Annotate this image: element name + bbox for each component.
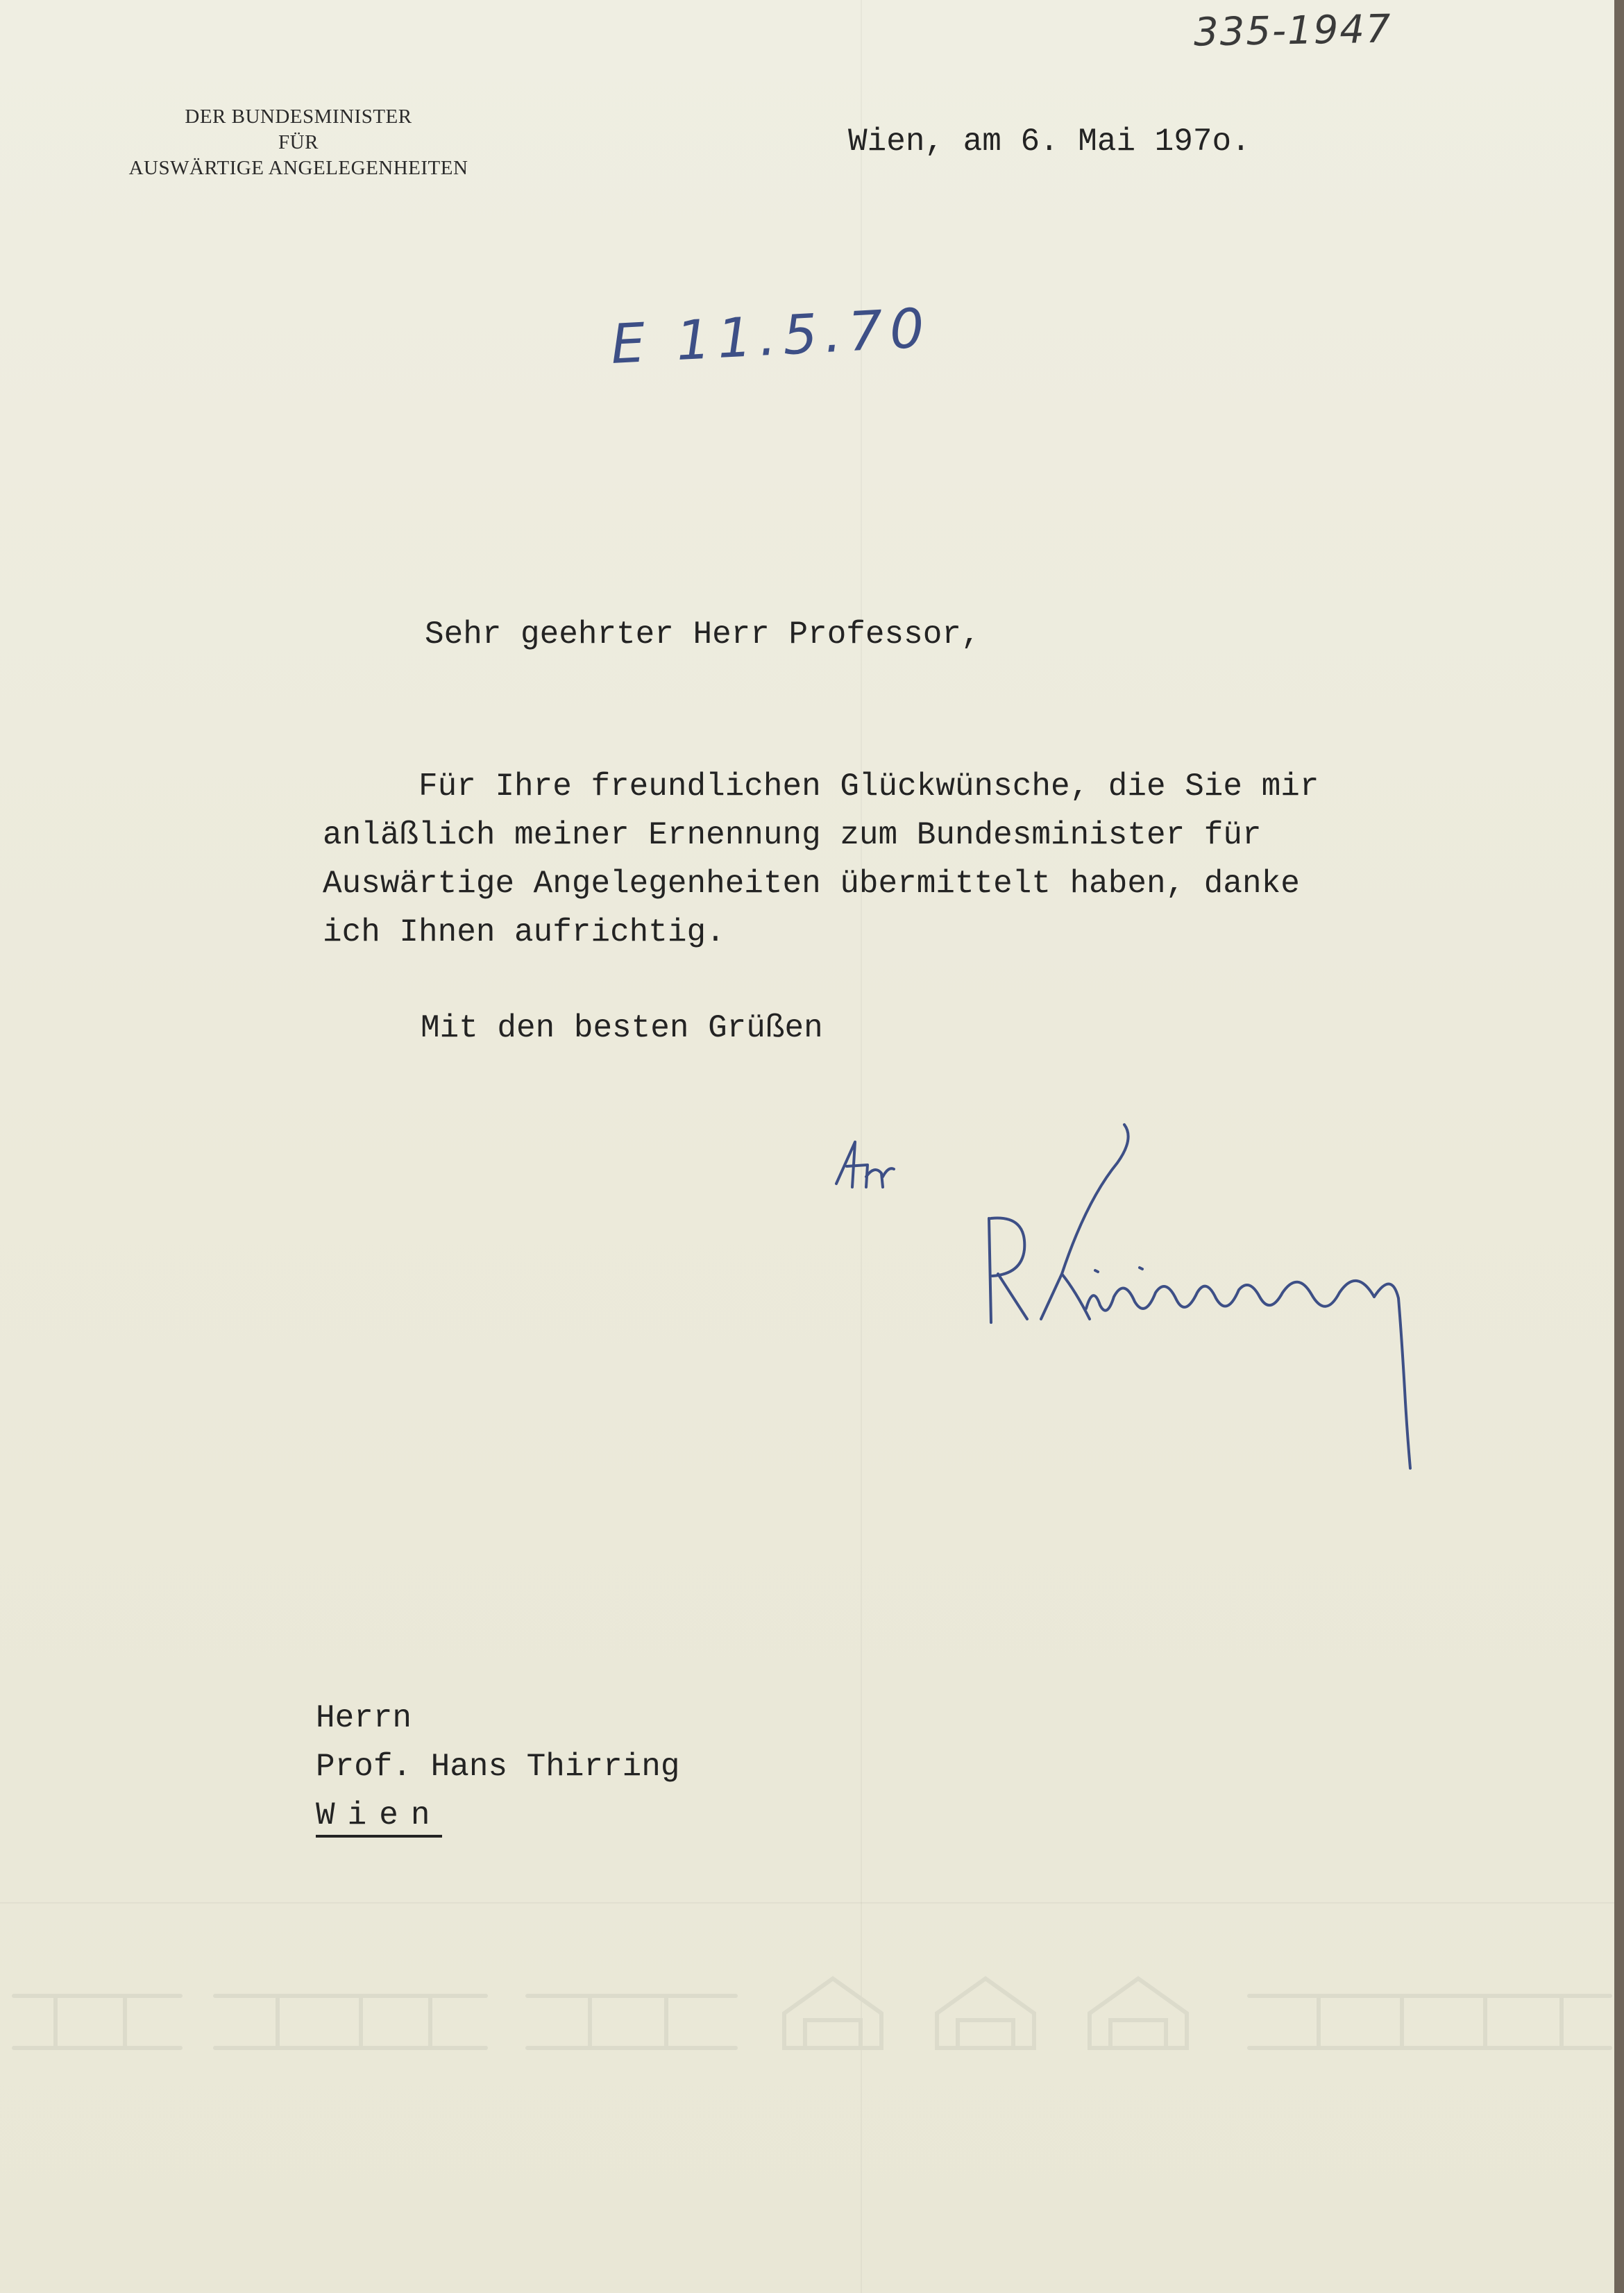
body-line: Für Ihre freundlichen Glückwünsche, die Sie mir (323, 768, 1319, 805)
body-line: ich Ihnen aufrichtig. (323, 914, 725, 950)
letterhead (104, 104, 493, 181)
salutation: Sehr geehrter Herr Professor, (425, 616, 981, 653)
date-line: Wien, am 6. Mai 197o. (848, 124, 1251, 160)
letterhead-line-2: FÜR (278, 131, 319, 154)
address-city: Wien (316, 1797, 442, 1838)
letter-body (323, 762, 1319, 957)
paper-fold-horizontal (0, 1902, 1624, 1904)
scan-edge (1614, 0, 1624, 2293)
handwritten-signature (819, 1111, 1513, 1527)
letterhead-line-1: DER BUNDESMINISTER (185, 106, 412, 128)
embossed-seal-strip (0, 1965, 1614, 2069)
body-line: Auswärtige Angelegenheiten übermittelt haben, danke (323, 866, 1300, 902)
body-line: anläßlich meiner Ernennung zum Bundesminister für (323, 817, 1262, 853)
address-line-2: Prof. Hans Thirring (316, 1749, 680, 1785)
letterhead-line-3: AUSWÄRTIGE ANGELEGENHEITEN (128, 157, 468, 180)
handwritten-receipt-note: E 11.5.70 (609, 296, 933, 377)
address-line-1: Herrn (316, 1700, 412, 1736)
closing: Mit den besten Grüßen (421, 1010, 823, 1046)
archive-number: 335-1947 (1193, 6, 1393, 56)
recipient-address (316, 1694, 680, 1840)
